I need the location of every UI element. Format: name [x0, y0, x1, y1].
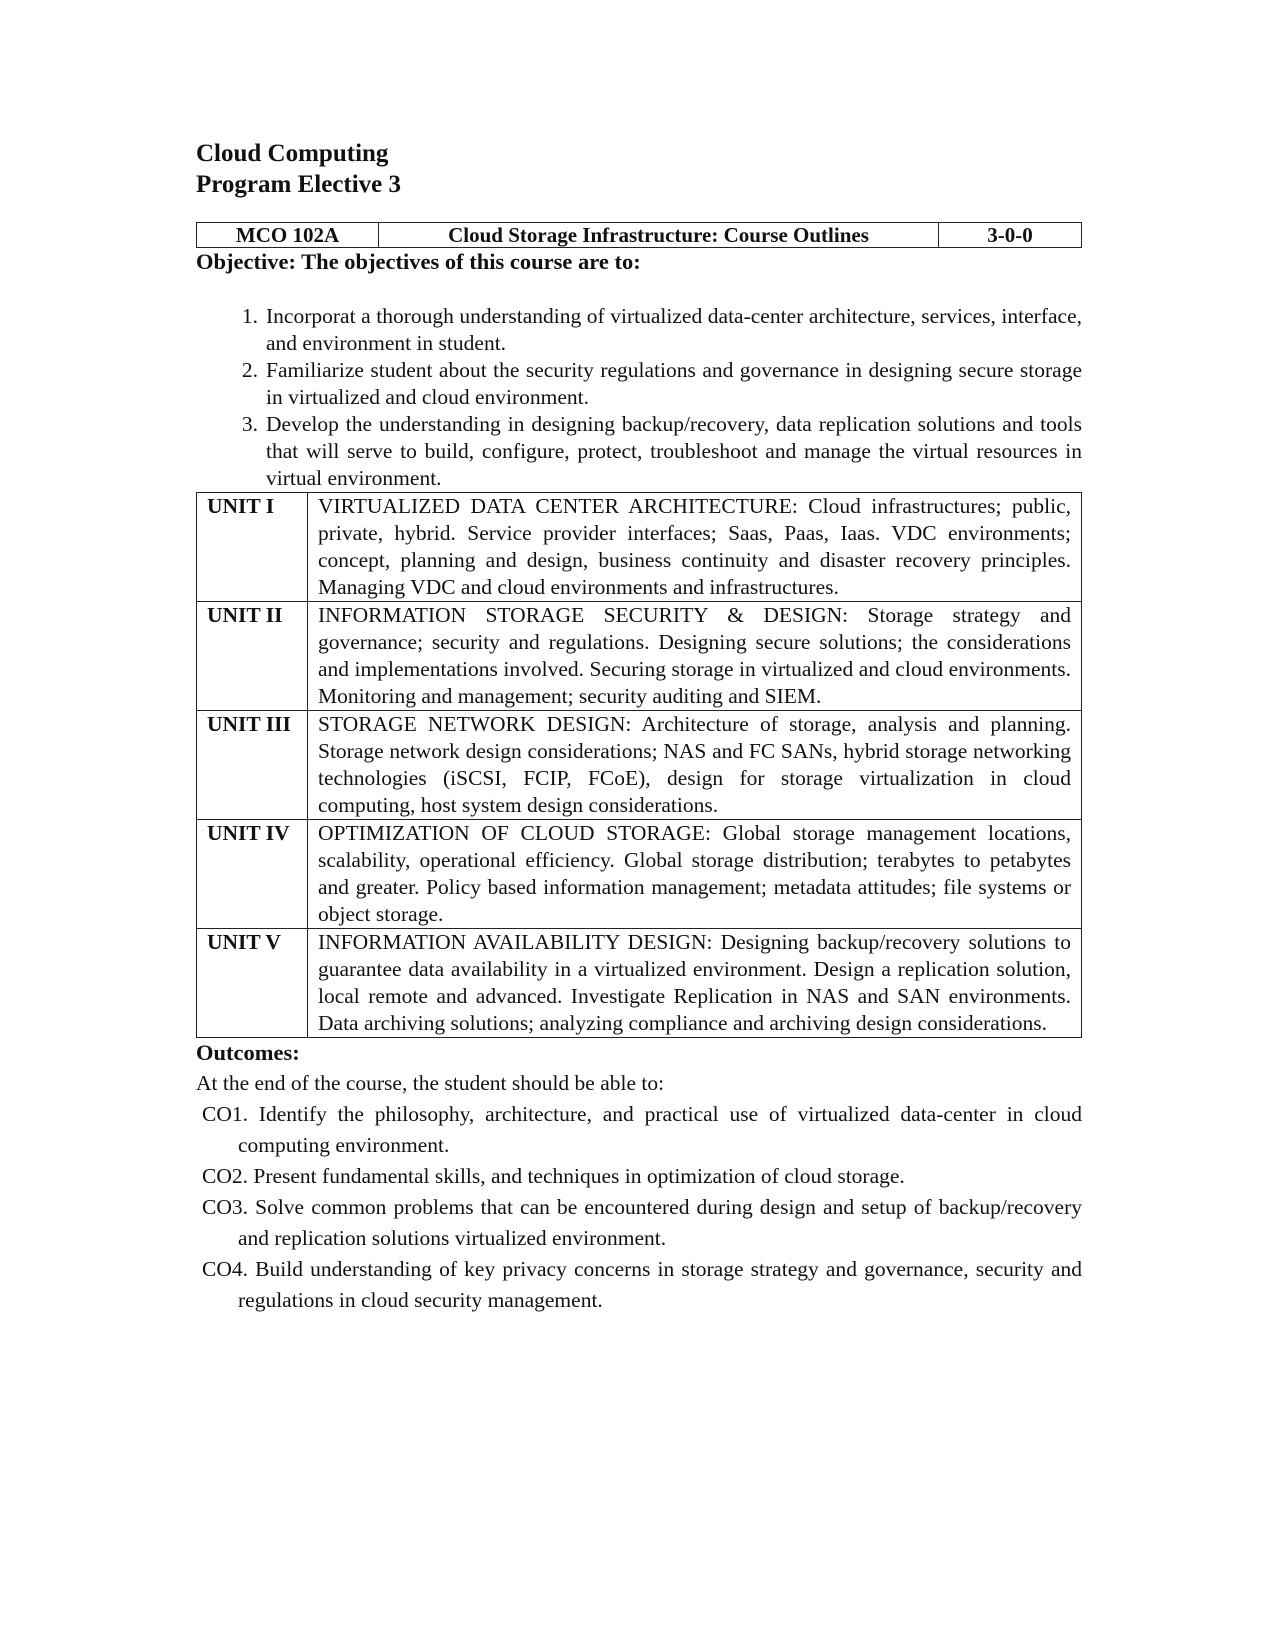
- objective-text: Develop the understanding in designing backup/recovery, data replication solutions and tools that will serve to build, configure, protect, troubleshoot and manage the virtual resources in virtual environment.: [266, 412, 1082, 490]
- unit-row: [197, 602, 1082, 711]
- objective-number: 2.: [241, 358, 258, 382]
- unit-description: STORAGE NETWORK DESIGN: Architecture of storage, analysis and planning. Storage network design considerations; NAS and FC SANs, hybrid storage networking technologies (iSCSI, FCIP, FCoE), design for storage virtualization in cloud computing, host system design considerations.: [308, 711, 1082, 820]
- document-title: Cloud Computing: [196, 140, 389, 167]
- objective-item: [196, 411, 1082, 492]
- objective-text: Incorporat a thorough understanding of virtualized data-center architecture, services, interface, and environment in student.: [266, 304, 1082, 355]
- unit-label: UNIT V: [197, 929, 308, 1038]
- objective-list: [196, 303, 1082, 492]
- syllabus-content: [196, 138, 1082, 1316]
- unit-description: VIRTUALIZED DATA CENTER ARCHITECTURE: Cloud infrastructures; public, private, hybrid. Service provider interfaces; Saas, Paas, Iaas. VDC environments; concept, planning and design, business continuity and disaster recovery principles. Managing VDC and cloud environments and infrastructures.: [308, 493, 1082, 602]
- unit-label: UNIT II: [197, 602, 308, 711]
- course-code: MCO 102A: [197, 223, 379, 248]
- course-credits: 3-0-0: [939, 223, 1082, 248]
- outcomes-heading: Outcomes:: [196, 1040, 300, 1065]
- objective-item: [196, 357, 1082, 411]
- outcome-item: CO1. Identify the philosophy, architecture, and practical use of virtualized data-center in cloud computing environment.: [202, 1102, 1082, 1157]
- unit-label: UNIT III: [197, 711, 308, 820]
- objective-number: 3.: [241, 412, 258, 436]
- unit-row: [197, 820, 1082, 929]
- course-name: Cloud Storage Infrastructure: Course Outlines: [379, 223, 939, 248]
- unit-description: OPTIMIZATION OF CLOUD STORAGE: Global storage management locations, scalability, operational efficiency. Global storage distribution; terabytes to petabytes and greater. Policy based information management; metadata attitudes; file systems or object storage.: [308, 820, 1082, 929]
- outcomes-list: [196, 1099, 1082, 1316]
- unit-label: UNIT IV: [197, 820, 308, 929]
- unit-row: [197, 493, 1082, 602]
- unit-label: UNIT I: [197, 493, 308, 602]
- objective-item: [196, 303, 1082, 357]
- objective-text: Familiarize student about the security regulations and governance in designing secure storage in virtualized and cloud environment.: [266, 358, 1082, 409]
- course-info-row: [197, 223, 1082, 248]
- unit-row: [197, 929, 1082, 1038]
- unit-description: INFORMATION STORAGE SECURITY & DESIGN: Storage strategy and governance; security and regulations. Designing secure solutions; the considerations and implementations involved. Securing storage in virtualized and cloud environments. Monitoring and management; security auditing and SIEM.: [308, 602, 1082, 711]
- outcome-item: CO2. Present fundamental skills, and techniques in optimization of cloud storage.: [202, 1164, 905, 1188]
- objective-heading: Objective: The objectives of this course are to:: [196, 249, 641, 274]
- unit-description: INFORMATION AVAILABILITY DESIGN: Designing backup/recovery solutions to guarantee data availability in a virtualized environment. Design a replication solution, local remote and advanced. Investigate Replication in NAS and SAN environments. Data archiving solutions; analyzing compliance and archiving design considerations.: [308, 929, 1082, 1038]
- course-info-table: [196, 222, 1082, 248]
- outcome-item: CO3. Solve common problems that can be encountered during design and setup of backup/recovery and replication solutions virtualized environment.: [202, 1195, 1082, 1250]
- units-table: [196, 492, 1082, 1038]
- outcome-item: CO4. Build understanding of key privacy concerns in storage strategy and governance, security and regulations in cloud security management.: [202, 1257, 1082, 1312]
- objective-number: 1.: [241, 304, 258, 328]
- document-subtitle: Program Elective 3: [196, 171, 402, 198]
- unit-row: [197, 711, 1082, 820]
- outcomes-intro: At the end of the course, the student should be able to:: [196, 1071, 665, 1095]
